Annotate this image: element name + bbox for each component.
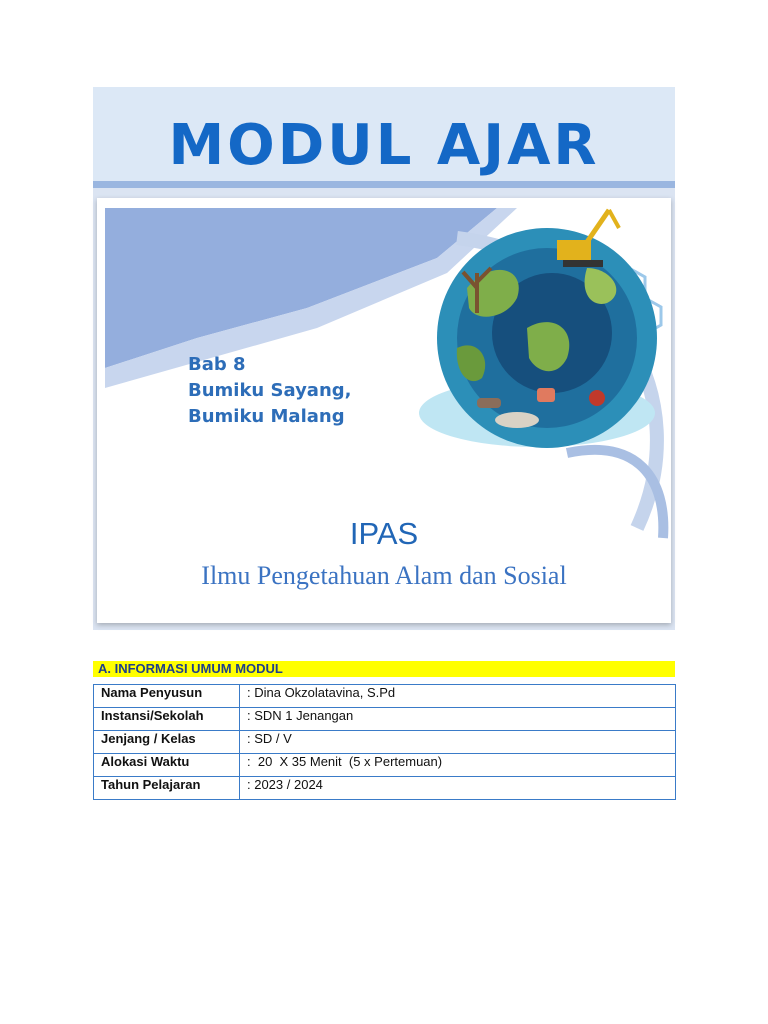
table-row bbox=[94, 685, 676, 708]
chapter-title bbox=[188, 352, 352, 430]
row-value: : SDN 1 Jenangan bbox=[240, 708, 676, 731]
row-value: : Dina Okzolatavina, S.Pd bbox=[240, 685, 676, 708]
earth-globe-icon bbox=[437, 228, 657, 448]
row-value: : 2023 / 2024 bbox=[240, 777, 676, 800]
cover-page bbox=[93, 87, 675, 630]
row-label: Alokasi Waktu bbox=[94, 754, 240, 777]
row-label: Instansi/Sekolah bbox=[94, 708, 240, 731]
info-table bbox=[93, 684, 676, 800]
table-row bbox=[94, 731, 676, 754]
row-label: Nama Penyusun bbox=[94, 685, 240, 708]
section-heading: A. INFORMASI UMUM MODUL bbox=[93, 661, 675, 677]
row-value: : SD / V bbox=[240, 731, 676, 754]
row-value: : 20 X 35 Menit (5 x Pertemuan) bbox=[240, 754, 676, 777]
row-label: Tahun Pelajaran bbox=[94, 777, 240, 800]
table-row bbox=[94, 708, 676, 731]
subject-abbrev: IPAS bbox=[349, 516, 419, 551]
chapter-line: Bab 8 bbox=[188, 354, 246, 375]
chapter-line: Bumiku Malang bbox=[188, 406, 345, 427]
row-label: Jenjang / Kelas bbox=[94, 731, 240, 754]
subject-full-name: Ilmu Pengetahuan Alam dan Sosial bbox=[201, 561, 567, 590]
title-band bbox=[93, 87, 675, 188]
cover-illustration-card bbox=[97, 198, 671, 623]
cover-background bbox=[97, 198, 671, 623]
table-row bbox=[94, 777, 676, 800]
chapter-line: Bumiku Sayang, bbox=[188, 380, 352, 401]
module-title: MODUL AJAR bbox=[168, 113, 600, 178]
table-row bbox=[94, 754, 676, 777]
